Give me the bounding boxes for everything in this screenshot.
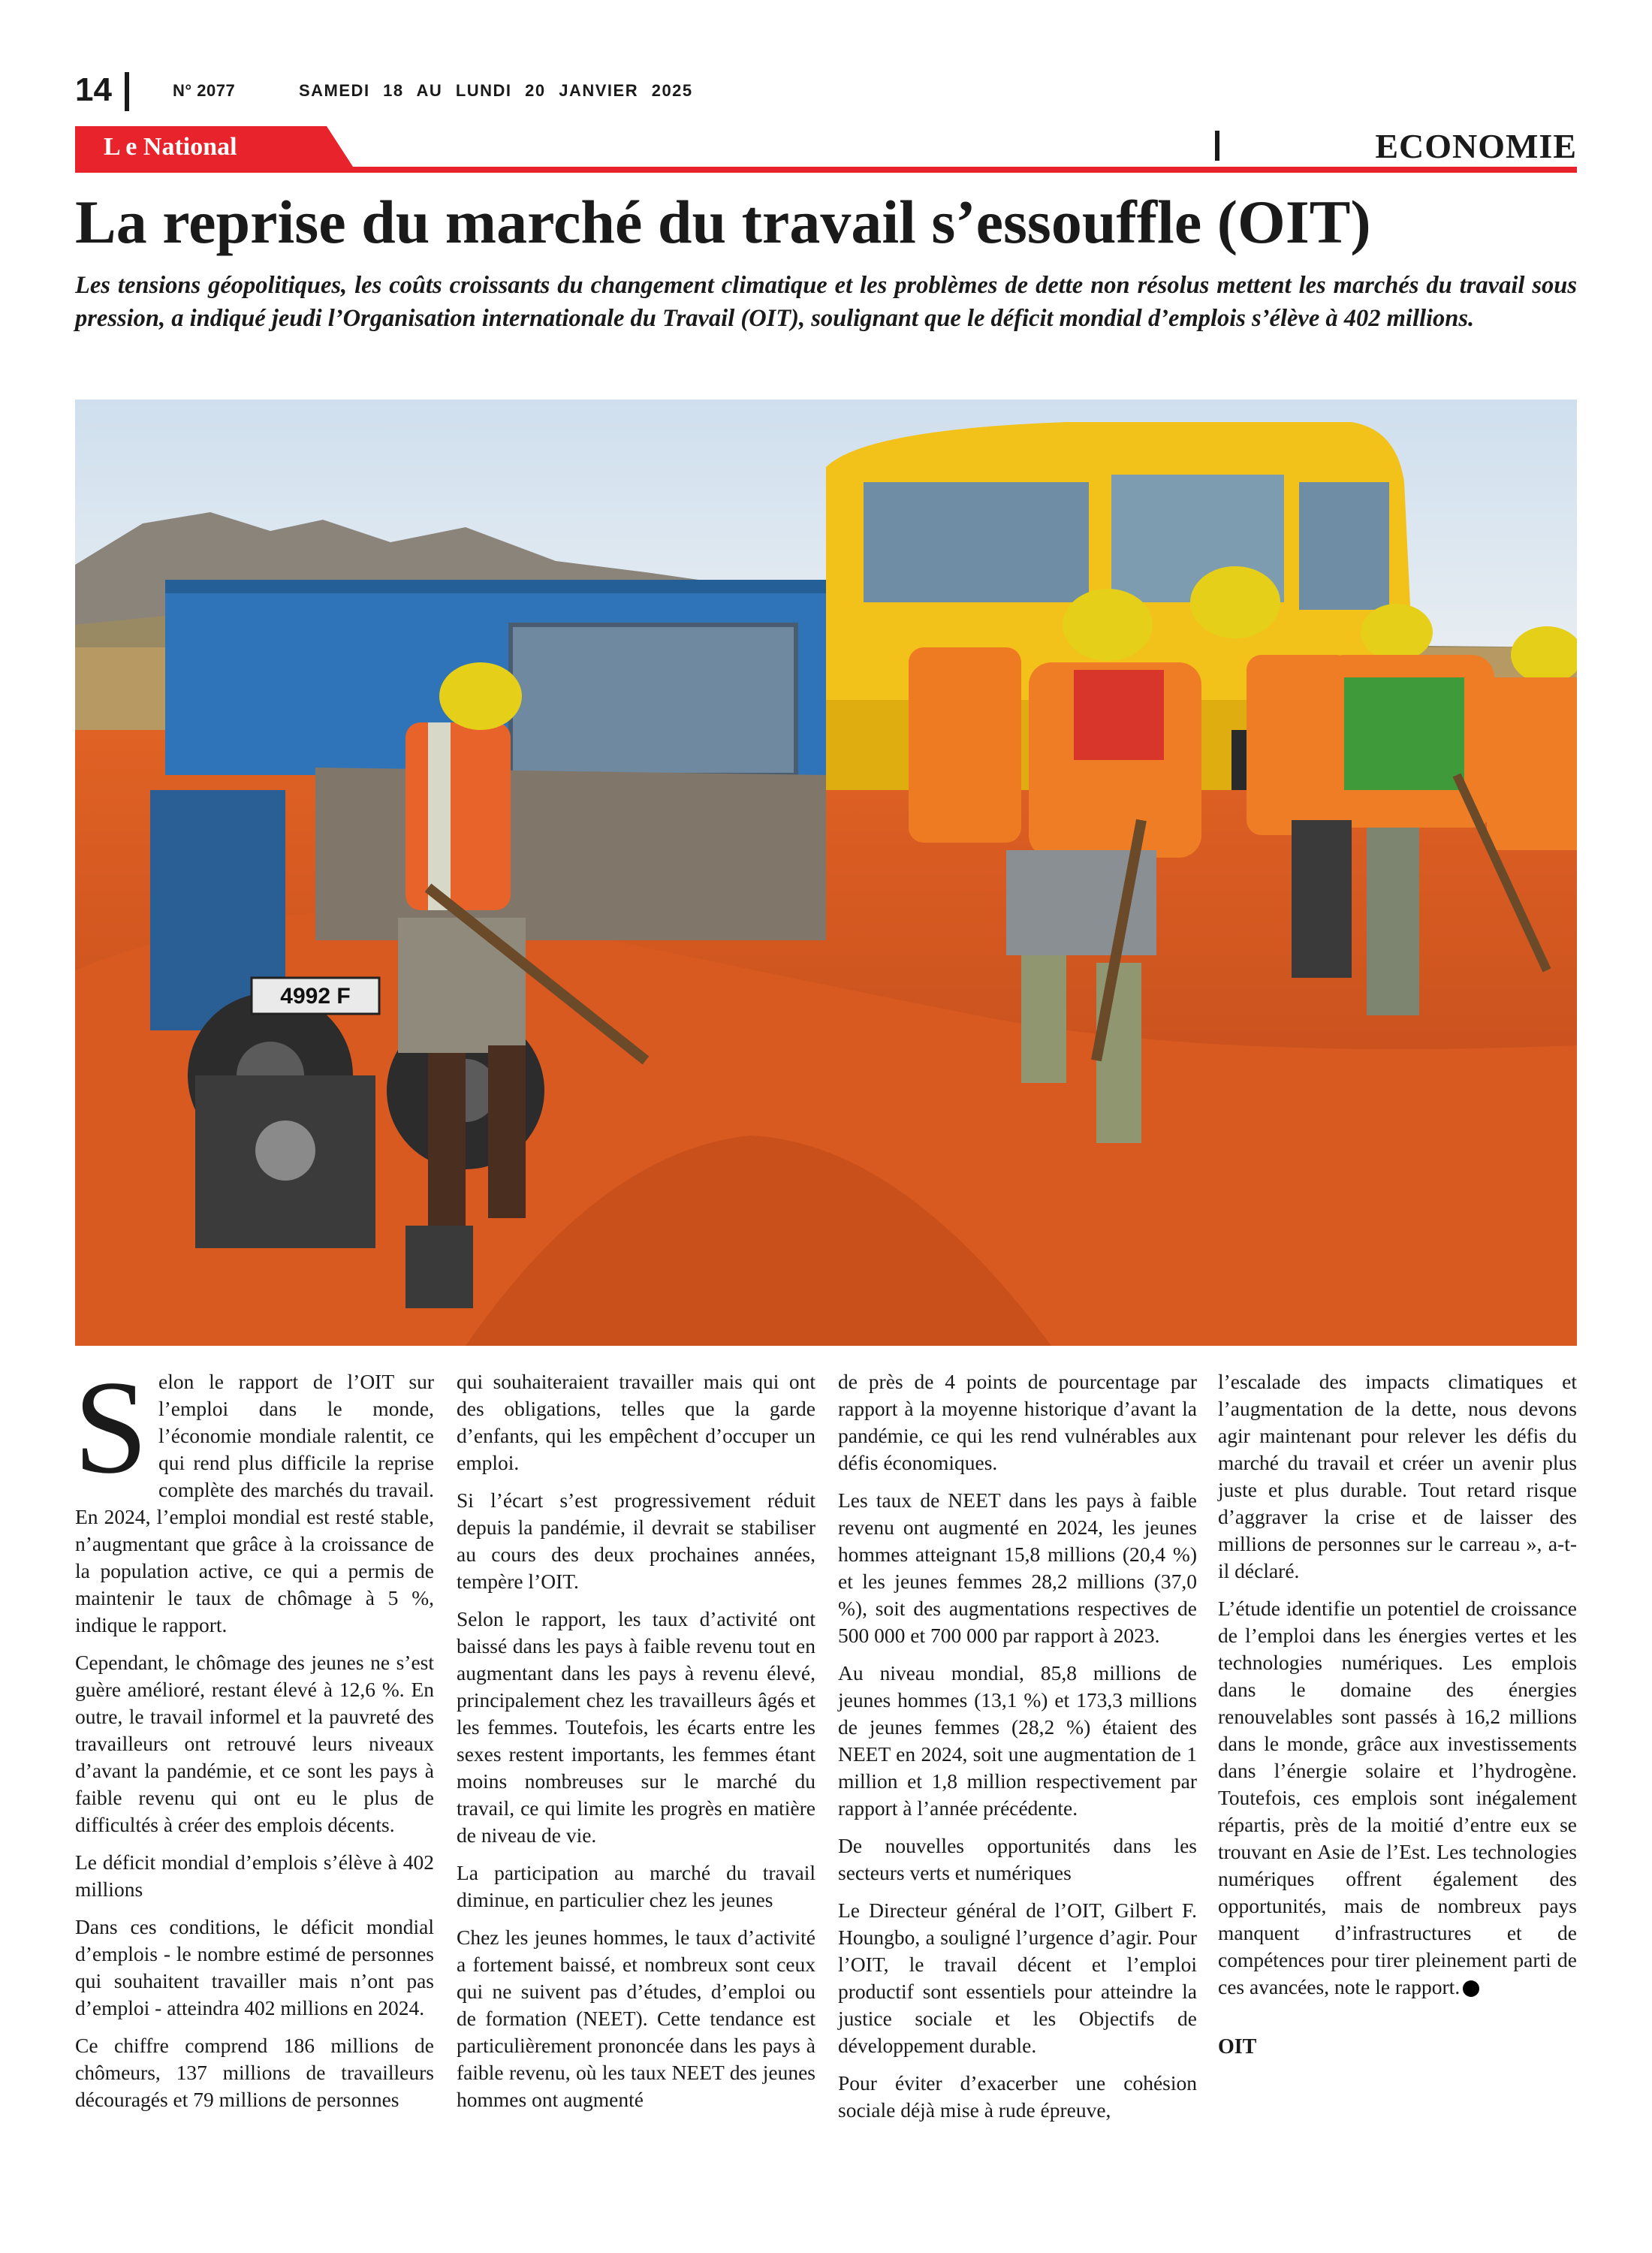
paragraph: Pour éviter d’exacerber une cohésion sociale déjà mise à rude épreuve, xyxy=(838,2071,1197,2122)
masthead xyxy=(75,71,1577,119)
page-number: 14 xyxy=(75,71,112,108)
tailgate xyxy=(315,768,826,940)
headline: La reprise du marché du travail s’essouffle (OIT) xyxy=(75,188,1371,256)
page-number-divider xyxy=(125,72,129,111)
paragraph: L’étude identifie un potentiel de croissance de l’emploi dans les énergies vertes et les technologies numériques. Les emplois dans le domaine des énergies renouvelables sont passés à 16,2 millions dans le monde, grâce aux investissements dans l’énergie solaire et l’hydrogène. Toutefois, ces emplois sont inégalement répartis, près de la moitié d’entre eux se trouvant en Asie de l’Est. Les technologies numériques offrent également des opportunités, mais de nombreux pays manquent d’infrastructures et de compétences pour tirer pleinement parti de ces avancées, note le rapport. xyxy=(1218,1597,1577,1998)
subheading: Le déficit mondial d’emplois s’élève à 402 millions xyxy=(75,1850,434,1901)
column-2 xyxy=(457,1368,815,2124)
column-4 xyxy=(1218,1368,1577,2071)
drop-cap: S xyxy=(74,1353,148,1501)
paragraph: Si l’écart s’est progressivement réduit depuis la pandémie, il devrait se stabiliser au cours des deux prochaines années, tempère l’OIT. xyxy=(457,1488,815,1593)
paragraph: Ce chiffre comprend 186 millions de chômeurs, 137 millions de travailleurs découragés et 79 millions de personnes xyxy=(75,2034,434,2111)
paragraph: Le Directeur général de l’OIT, Gilbert F. Houngbo, a souligné l’urgence d’agir. Pour l’OIT, le travail décent et l’emploi productif sont essentiels pour atteindre la justice sociale et les Objectifs de développement durable. xyxy=(838,1899,1197,2057)
paragraph: de près de 4 points de pourcentage par rapport à la moyenne historique d’avant la pandémie, ce qui les rend vulnérables aux défis économiques. xyxy=(838,1370,1197,1474)
paragraph: Selon le rapport de l’OIT sur l’emploi dans le monde, l’économie mondiale ralentit, ce qui rend plus difficile la reprise complète des marchés du travail. En 2024, l’emploi mondial est resté stable, n’augmentant que grâce à la croissance de la population active, ce qui a permis de maintenir le taux de chômage à 5 %, indique le rapport. xyxy=(74,1353,434,1636)
column-1 xyxy=(74,1353,434,2124)
article-body xyxy=(74,1353,1577,2247)
paragraph: l’escalade des impacts climatiques et l’augmentation de la dette, nous devons agir maintenant pour relever les défis du marché du travail et créer un avenir plus juste et plus durable. Tout retard risque d’aggraver la crise et de laisser des millions de personnes sur le carreau », a-t-il déclaré. xyxy=(1218,1370,1577,1582)
subheading: La participation au marché du travail diminue, en particulier chez les jeunes xyxy=(457,1861,815,1911)
column-3 xyxy=(838,1368,1197,2134)
article-photo xyxy=(75,400,1577,1346)
section-name: ECONOMIE xyxy=(1375,127,1577,165)
section-band xyxy=(75,126,1577,174)
section-divider xyxy=(1215,131,1219,161)
newspaper-brand: L e National xyxy=(104,133,237,161)
paragraph: Au niveau mondial, 85,8 millions de jeunes hommes (13,1 %) et 173,3 millions de jeunes femmes (28,2 %) étaient des NEET en 2024, soit une augmentation de 1 million et 1,8 million respectivement par rapport à l’année précédente. xyxy=(838,1661,1197,1820)
end-mark-icon xyxy=(1463,1980,1479,1997)
dateline: SAMEDI 18 AU LUNDI 20 JANVIER 2025 xyxy=(299,81,693,100)
paragraph: Dans ces conditions, le déficit mondial d’emplois - le nombre estimé de personnes qui souhaitent travailler mais n’ont pas d’emploi - atteindra 402 millions en 2024. xyxy=(75,1915,434,2019)
standfirst: Les tensions géopolitiques, les coûts croissants du changement climatique et les problèmes de dette non résolus mettent les marchés du travail sous pression, a indiqué jeudi l’Organisation internationale du Travail (OIT), soulignant que le déficit mondial d’emplois s’élève à 402 millions. xyxy=(75,272,1577,332)
paragraph: Cependant, le chômage des jeunes ne s’est guère amélioré, restant élevé à 12,6 %. En outre, le travail informel et la pauvreté des travailleurs ont retrouvé leurs niveaux d’avant la pandémie, et ce sont les pays à faible revenu qui ont eu le plus de difficultés à créer des emplois décents. xyxy=(75,1651,434,1836)
license-plate-text: 4992 F xyxy=(280,984,351,1009)
paragraph: Chez les jeunes hommes, le taux d’activité a fortement baissé, et nombreux sont ceux qui ne suivent pas d’études, d’emploi ou de formation (NEET). Cette tendance est particulièrement prononcée dans les pays à faible revenu, où les taux NEET des jeunes hommes ont augmenté xyxy=(457,1926,815,2111)
subheading: De nouvelles opportunités dans les secteurs verts et numériques xyxy=(838,1834,1197,1884)
byline: OIT xyxy=(1218,2035,1257,2058)
issue-number: N° 2077 xyxy=(173,81,236,100)
paragraph: qui souhaiteraient travailler mais qui ont des obligations, telles que la garde d’enfants, qui les empêchent d’occuper un emploi. xyxy=(457,1370,815,1474)
section-rule xyxy=(75,167,1577,173)
paragraph: Selon le rapport, les taux d’activité ont baissé dans les pays à faible revenu tout en augmentant dans les pays à revenu élevé, principalement chez les travailleurs âgés et les femmes. Toutefois, les écarts entre les sexes restent importants, les femmes étant moins nombreuses sur le marché du travail, ce qui limite les progrès en matière de niveau de vie. xyxy=(457,1607,815,1847)
paragraph: Les taux de NEET dans les pays à faible revenu ont augmenté en 2024, les jeunes hommes atteignant 15,8 millions (20,4 %) et les jeunes femmes 28,2 millions (37,0 %), soit des augmentations respectives de 500 000 et 700 000 par rapport à 2023. xyxy=(838,1488,1197,1647)
